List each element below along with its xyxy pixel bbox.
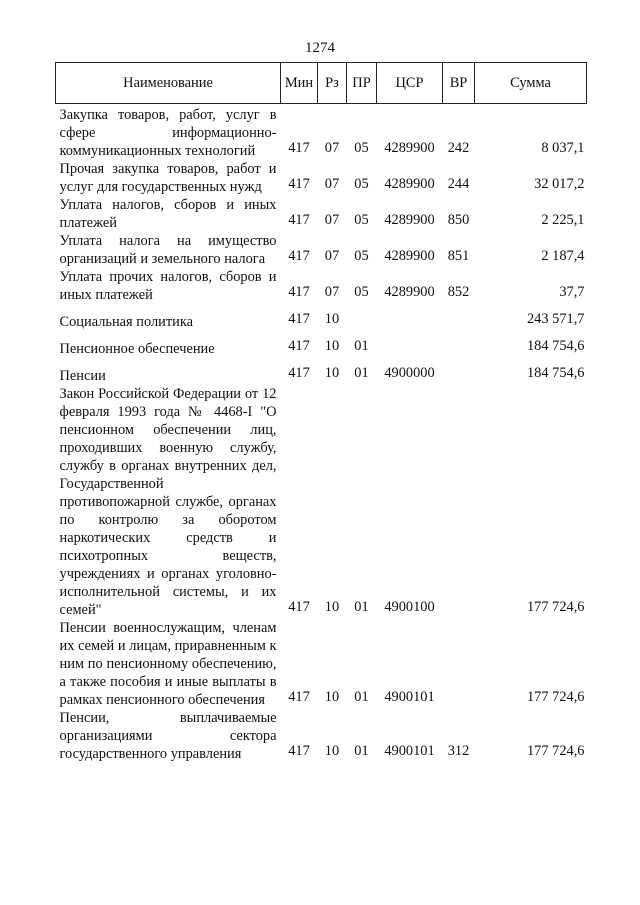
row-name: Прочая закупка товаров, работ и услуг для государственных нужд [59,161,277,195]
row-rz: 10 [324,689,340,705]
row-sum: 177 724,6 [526,689,585,705]
row-vr [443,331,475,358]
header-csr: ЦСР [377,63,443,104]
row-rz: 07 [324,212,340,228]
row-csr: 4289900 [384,140,435,156]
row-csr: 4900101 [384,743,435,759]
row-sum: 177 724,6 [526,743,585,759]
row-pr: 05 [354,248,369,264]
header-name: Наименование [56,63,281,104]
table-row [56,709,587,763]
row-vr: 852 [447,284,470,300]
row-rz: 07 [324,176,340,192]
row-rz: 07 [324,284,340,300]
row-sum: 177 724,6 [526,599,585,615]
row-min: 417 [288,248,310,264]
row-pr [347,304,377,331]
table-row [56,304,587,331]
row-min: 417 [288,284,310,300]
row-vr [443,304,475,331]
row-sum: 32 017,2 [534,176,585,192]
row-min: 417 [288,743,310,759]
row-name: Пенсии, выплачиваемые организациями сектора государственного управления [59,710,277,762]
row-csr: 4289900 [384,248,435,264]
row-min: 417 [288,140,310,156]
row-pr: 01 [354,338,369,354]
header-sum: Сумма [475,63,587,104]
row-name: Уплата налога на имущество организаций и земельного налога [59,233,277,267]
row-name: Закупка товаров, работ, услуг в сфере информационно-коммуникационных технологий [59,107,277,159]
row-pr: 01 [354,599,369,615]
header-min: Мин [281,63,318,104]
row-vr: 312 [447,743,470,759]
table-row [56,358,587,385]
row-min: 417 [288,176,310,192]
row-min: 417 [288,212,310,228]
row-sum: 2 225,1 [541,212,585,228]
row-pr: 05 [354,212,369,228]
header-pr: ПР [347,63,377,104]
row-vr: 244 [447,176,470,192]
row-sum: 184 754,6 [526,365,585,381]
row-pr: 01 [354,689,369,705]
row-vr [443,358,475,385]
row-pr: 05 [354,176,369,192]
table-row [56,385,587,619]
budget-table [55,62,587,763]
table-row [56,104,587,161]
row-rz: 10 [324,311,340,327]
row-sum: 2 187,4 [541,248,585,264]
row-pr: 05 [354,140,369,156]
row-sum: 8 037,1 [541,140,585,156]
row-rz: 10 [324,743,340,759]
row-name: Уплата прочих налогов, сборов и иных платежей [59,269,277,303]
row-pr: 01 [354,743,369,759]
row-rz: 10 [324,365,340,381]
table-row [56,160,587,196]
row-vr: 242 [447,140,470,156]
header-rz: Рз [318,63,347,104]
table-row [56,232,587,268]
row-name: Социальная политика [59,314,193,330]
table-row [56,619,587,709]
row-csr: 4900101 [384,689,435,705]
row-csr: 4289900 [384,176,435,192]
row-name: Пенсионное обеспечение [59,341,215,357]
row-sum: 37,7 [559,284,585,300]
row-min: 417 [288,599,310,615]
row-min: 417 [288,365,310,381]
row-min: 417 [288,311,310,327]
row-name: Пенсии [59,368,106,384]
row-csr: 4900000 [384,365,435,381]
table-row [56,268,587,304]
row-csr: 4289900 [384,284,435,300]
row-csr: 4289900 [384,212,435,228]
row-rz: 10 [324,599,340,615]
row-vr: 851 [447,248,470,264]
row-sum: 243 571,7 [526,311,585,327]
row-rz: 07 [324,140,340,156]
page-number: 1274 [305,40,335,56]
row-min: 417 [288,338,310,354]
row-rz: 07 [324,248,340,264]
row-csr [377,304,443,331]
row-pr: 05 [354,284,369,300]
row-vr [443,385,475,619]
table-row [56,331,587,358]
row-csr [377,331,443,358]
row-name: Пенсии военнослужащим, членам их семей и лицам, приравненным к ним по пенсионному обеспечению, а также пособия и иные выплаты в рамках пенсионного обеспечения [59,620,277,708]
row-vr [443,619,475,709]
row-vr: 850 [447,212,470,228]
row-name: Уплата налогов, сборов и иных платежей [59,197,277,231]
row-sum: 184 754,6 [526,338,585,354]
row-csr: 4900100 [384,599,435,615]
row-pr: 01 [354,365,369,381]
row-min: 417 [288,689,310,705]
row-name: Закон Российской Федерации от 12 февраля 1993 года № 4468-I "О пенсионном обеспечении лиц, проходивших военную службу, службу в органах внутренних дел, Государственной противопожарной службе, органах по контролю за оборотом наркотических средств и психотропных веществ, учреждениях и органах уголовно-исполнительной системы, и их семей" [59,386,277,618]
table-header-row [56,63,587,104]
row-rz: 10 [324,338,340,354]
header-vr: ВР [443,63,475,104]
table-row [56,196,587,232]
